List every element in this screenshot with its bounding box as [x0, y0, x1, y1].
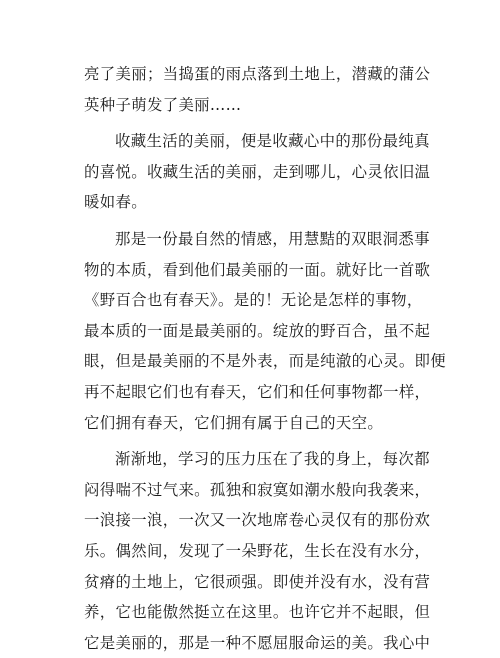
text-line: 眼，但是最美丽的不是外表，而是纯澈的心灵。即便 [84, 352, 447, 371]
paragraph-first-line: 渐渐地，学习的压力压在了我的身上，每次都 [115, 450, 430, 469]
text-line: 英种子萌发了美丽…… [84, 95, 242, 114]
paragraph-first-line: 那是一份最自然的情感，用慧黠的双眼洞悉事 [115, 229, 430, 248]
text-line: 乐。偶然间，发现了一朵野花，生长在没有水分， [84, 541, 431, 560]
text-line: 暖如春。 [84, 193, 147, 212]
paragraph-first-line: 收藏生活的美丽，便是收藏心中的那份最纯真 [115, 132, 430, 151]
text-line: 物的本质，看到他们最美丽的一面。就好比一首歌 [84, 260, 431, 279]
text-line: 最本质的一面是最美丽的。绽放的野百合，虽不起 [84, 321, 431, 340]
essay-body [84, 59, 447, 658]
text-line: 《野百合也有春天》。是的！无论是怎样的事物， [84, 291, 423, 310]
text-line: 养，它也能傲然挺立在这里。也许它并不起眼，但 [84, 603, 431, 622]
text-line: 亮了美丽；当捣蛋的雨点落到土地上，潜藏的蒲公 [84, 65, 431, 83]
text-line: 再不起眼它们也有春天，它们和任何事物都一样， [84, 382, 431, 401]
text-line: 一浪接一浪，一次又一次地席卷心灵仅有的那份欢 [84, 511, 431, 530]
text-line: 它是美丽的，那是一种不愿屈服命运的美。我心中 [84, 633, 431, 652]
text-line: 的喜悦。收藏生活的美丽，走到哪儿，心灵依旧温 [84, 162, 431, 181]
text-line: 它们拥有春天，它们拥有属于自己的天空。 [84, 413, 384, 432]
text-line: 贫瘠的土地上，它很顽强。即使并没有水，没有营 [84, 572, 431, 591]
text-line: 闷得喘不过气来。孤独和寂寞如潮水般向我袭来， [84, 480, 431, 499]
